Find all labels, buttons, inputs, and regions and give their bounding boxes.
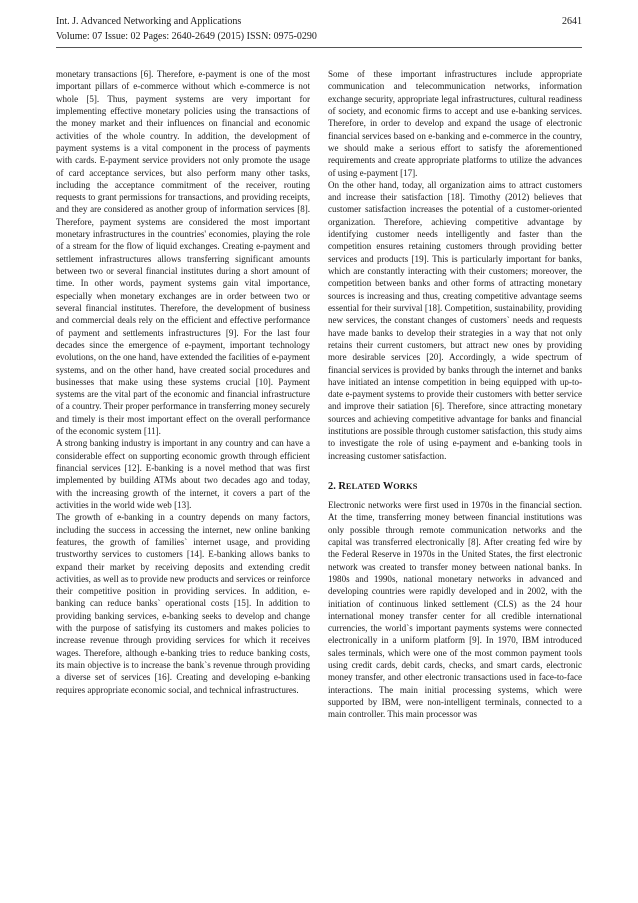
journal-title: Int. J. Advanced Networking and Applications [56, 16, 242, 27]
header-divider [56, 47, 582, 48]
body-paragraph: monetary transactions [6]. Therefore, e-payment is one of the most important pillars of e-commerce without which e-commerce is not whole [5]. Thus, payment systems are very important for implementing effective monetary policies using the transactions of the money market and their influences on financial and economic activities of the whole country. In addition, the development of payment systems is a vital component in the process of payments with cards. E-payment service providers not only promote the usage of card acceptance services, but also perform many other tasks, including the acceptance commitment of the receiver, routing requests to grant permissions for transactions, and providing receipts, and they are considered as another group of information services [8]. Therefore, payment systems are considered the most important monetary infrastructures in the countries' economies, playing the role of a stream for the flow of liquid exchanges. Creating e-payment and settlement infrastructures allows transferring significant amounts between two or several financial institutes during a short amount of time. In other words, payment systems gain vital importance, especially when monetary exchanges are in order between two or several financial institutes. Therefore, the development of business and commercial deals rely on the efficient and effective performance of payment and settlements infrastructures [9]. For the last four decades since the emergence of e-payment, important technology evolutions, on the one hand, have extended the facilities of e-payment systems, and on the other hand, have created social procedures and businesses that make using these systems crucial [10]. Payment systems are the vital part of the economic and financial infrastructure of a country. Their proper performance in transferring money securely and timely is their most important effect on the overall performance of the economic system [11]. [56, 69, 310, 437]
heading-part: ELATED [345, 482, 383, 491]
heading-part: W [382, 481, 394, 492]
heading-part: ORKS [393, 482, 418, 491]
page-number: 2641 [562, 16, 582, 27]
running-header [56, 14, 582, 44]
left-column [56, 68, 310, 696]
heading-part: 2. R [328, 481, 346, 492]
right-column [328, 68, 582, 721]
body-paragraph: Electronic networks were first used in 1970s in the financial section. At the time, transferring money between financial institutions was only possible through remote communication networks and the capital was transferred electronically [8]. After creating fed wire by the Federal Reserve in 1970s in the United States, the first electronic network was created to transfer money between national banks. In 1980s and 1990s, national monetary networks in advanced and developing countries were rapidly developed and in 2002, with the initiation of continuous linked settlement (CLS) as the 24 hour international money transfer center for all credible international currencies, the world`s important payments systems were connected electronically in a uniform platform [9]. In 1970, IBM introduced sales terminals, which were one of the most common payment tools using credit cards, debit cards, checks, and smart cards, electronic money transfer, and other electronic transactions used in face-to-face interactions. The main initial processing systems, which were supported by IBM, were non-intelligent terminals, connected to a main controller. This main processor was [328, 500, 582, 720]
volume-info: Volume: 07 Issue: 02 Pages: 2640-2649 (2015) ISSN: 0975-0290 [56, 31, 317, 42]
body-paragraph: The growth of e-banking in a country depends on many factors, including the success in accessing the internet, new online banking features, the growth of families` internet usage, and providing trustworthy services to customers [14]. E-banking allows banks to expand their market by receiving deposits and extending credit activities, as well as to provide new products and services or reinforce their competitive position in providing services. In addition, e-banking can reduce banks` operational costs [15]. In addition to providing banking services, e-banking seeks to develop and change with the purpose of satisfying its customers and makes policies to increase revenue through providing services for which it receives wages. Therefore, although e-banking tries to reduce banking costs, its main objective is to increase the bank`s revenue through providing a diverse set of services [16]. Creating and developing e-banking requires appropriate economic social, and technical infrastructures. [56, 512, 310, 695]
body-paragraph: Some of these important infrastructures include appropriate communication and telecommunication networks, information exchange security, appropriate legal infrastructures, cultural readiness of society, and economic firms to accept and use e-banking services. Therefore, in order to develop and expand the usage of electronic financial services based on e-banking and e-commerce in the country, we should make a serious effort to satisfy the aforementioned requirements and create appropriate platforms to utilize the advances of using e-payment [17]. [328, 69, 582, 178]
section-heading-related-works [328, 480, 582, 493]
body-paragraph: A strong banking industry is important in any country and can have a considerable effect on supporting economic growth through efficient financial services [12]. E-banking is a novel method that was first implemented by building ATMs about two decades ago and today, with the increasing growth of the internet, it covers a part of the activities in the world wide web [13]. [56, 438, 310, 510]
header-line-1 [56, 14, 582, 29]
header-line-2 [56, 29, 582, 44]
body-paragraph: On the other hand, today, all organization aims to attract customers and increase their satisfaction [18]. Timothy (2012) believes that customer satisfaction increases the potential of a customer-oriented organization. Therefore, achieving competitive advantage by identifying customer needs intelligently and faster than the competition ensures retaining customers through providing better services and products [19]. This is particularly important for banks, which are constantly interacting with their customers; moreover, the competition between banks and other forms of attracting monetary sources is increasing and thus, creating competitive advantage seems essential for their survival [18]. Competition, sustainability, providing new services, the constant changes of customers` needs and requests have made banks to develop their strategies in a way that not only retains their current customers, but attract new ones by providing more desirable services [20]. Accordingly, a wide spectrum of financial services is provided by banks through the internet and banks have initiated an intense competition in being equipped with up-to-date e-payment systems to provide their customers with better service and improve their satiation [6]. Therefore, since attracting monetary sources and achieving competitive advantage for banks and financial institutions are possible through customer satisfaction, this study aims to investigate the role of using e-payment and e-banking tools in increasing customer satisfaction. [328, 179, 582, 461]
